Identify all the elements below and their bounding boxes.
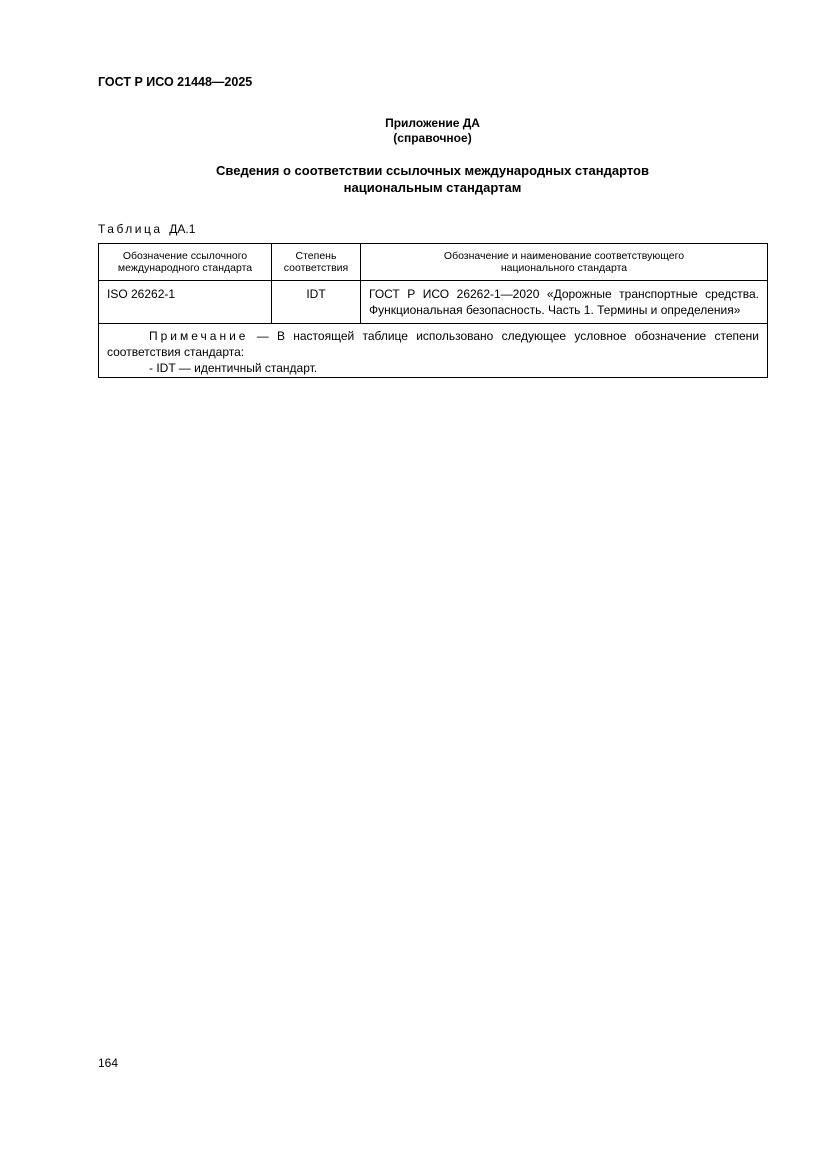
note-item: - IDT — идентичный стандарт.	[149, 361, 318, 375]
column-header-national: Обозначение и наименование соответствующего национального стандарта	[361, 244, 768, 281]
cell-international-standard: ISO 26262-1	[99, 281, 272, 324]
column-header-degree: Степень соответствия	[272, 244, 361, 281]
annex-heading-line2: национальным стандартам	[343, 180, 522, 195]
document-code: ГОСТ Р ИСО 21448—2025	[98, 75, 253, 89]
table-row	[99, 281, 768, 324]
table-label-word: Таблица	[98, 222, 163, 236]
page-number: 164	[98, 1056, 119, 1070]
table-label	[98, 222, 195, 236]
note-label: Примечание	[149, 329, 249, 343]
table-note-row	[99, 324, 768, 378]
annex-title-block	[98, 116, 767, 146]
table-label-number: ДА.1	[169, 222, 196, 236]
note-body: — В настоящей таблице использовано следующее условное обозначение степени соответствия стандарта:	[107, 329, 759, 359]
annex-title: Приложение ДА	[385, 116, 480, 130]
cell-degree: IDT	[272, 281, 361, 324]
correspondence-table	[98, 243, 768, 378]
annex-heading-line1: Сведения о соответствии ссылочных международных стандартов	[216, 163, 649, 178]
annex-subtitle: (справочное)	[393, 131, 472, 145]
note-text	[107, 328, 759, 360]
column-header-international: Обозначение ссылочного международного стандарта	[99, 244, 272, 281]
table-header-row	[99, 244, 768, 281]
table-note	[99, 324, 768, 378]
annex-heading	[98, 162, 767, 196]
cell-national-standard: ГОСТ Р ИСО 26262-1—2020 «Дорожные транспортные средства. Функциональная безопасность. Часть 1. Термины и определения»	[361, 281, 768, 324]
